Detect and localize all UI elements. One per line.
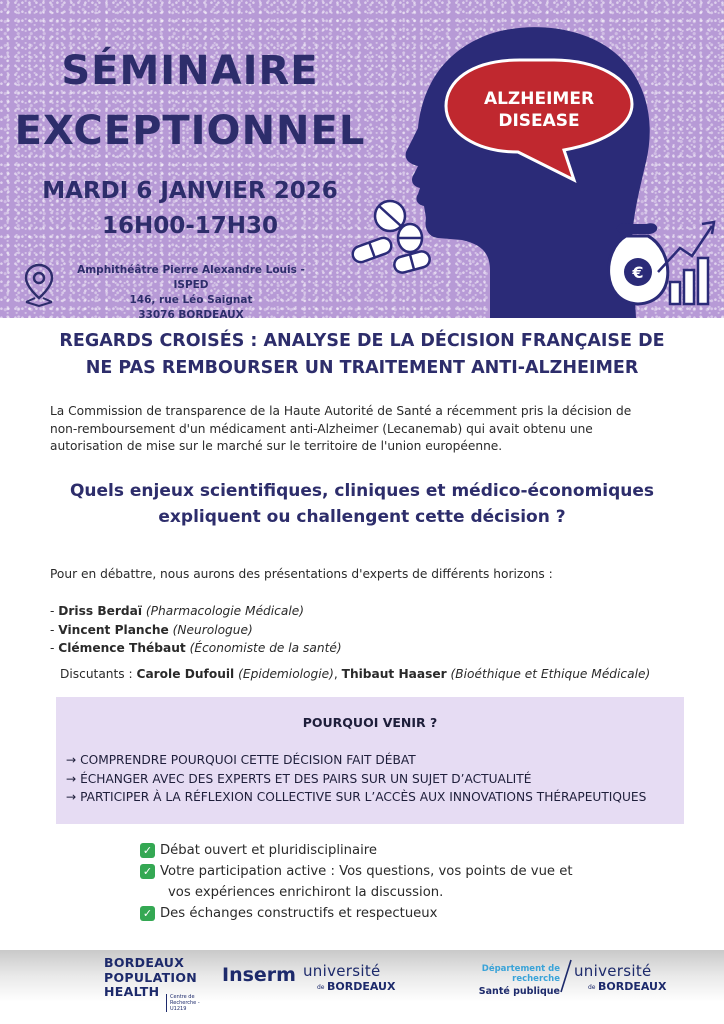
subtitle-line-2: NE PAS REMBOURSER UN TRAITEMENT ANTI-ALZHEIMER (85, 358, 639, 378)
separator: , (333, 667, 342, 681)
list-dash: - (50, 604, 59, 618)
list-dash: - (50, 641, 59, 655)
list-item (140, 840, 640, 861)
why-attend-box (56, 697, 684, 824)
logo-text: BORDEAUX (104, 955, 185, 970)
title-line-2: EXCEPTIONNEL (14, 108, 366, 154)
experts-list (50, 602, 690, 658)
list-item (140, 903, 640, 924)
bubble-line-1: ALZHEIMER (483, 89, 595, 109)
expert-name: Clémence Thébaut (58, 641, 186, 655)
benefit-text: Des échanges constructifs et respectueux (160, 906, 438, 921)
benefits-checklist (140, 840, 640, 924)
why-attend-list (66, 751, 678, 807)
list-item (50, 602, 690, 621)
venue-city: 33076 BORDEAUX (138, 309, 244, 318)
logo-text: de (588, 984, 596, 991)
logo-text: Département de recherche (481, 964, 560, 984)
bubble-line-2: DISEASE (498, 111, 580, 131)
list-dash: - (50, 622, 59, 637)
list-item-continuation: vos expériences enrichiront la discussion. (168, 885, 444, 900)
discussants-label: Discutants : (60, 667, 137, 681)
venue-street: 146, rue Léo Saignat (129, 294, 253, 306)
event-time: 16H00-17H30 (101, 213, 279, 239)
debate-intro: Pour en débattre, nous aurons des présentations d'experts de différents horizons : (50, 567, 553, 581)
logo-text: BORDEAUX (327, 980, 396, 993)
subtitle-line-1: REGARDS CROISÉS : ANALYSE DE LA DÉCISION FRANÇAISE DE (59, 331, 665, 351)
logo-text: de (317, 984, 325, 991)
location-pin-icon (22, 262, 56, 308)
key-question (30, 478, 694, 530)
event-date: MARDI 6 JANVIER 2026 (42, 178, 338, 204)
seminar-subtitle (20, 328, 704, 382)
check-mark-icon: ✓ (140, 843, 155, 858)
expert-role: (Neurologue) (172, 622, 253, 637)
logo-text: POPULATION (104, 969, 198, 985)
bph-subtitle: Centre de Recherche - U1219 (166, 994, 206, 1012)
expert-name: Driss Berdaï (58, 604, 143, 618)
check-mark-icon: ✓ (140, 864, 155, 879)
discussants-line (60, 667, 710, 681)
logo-text: université (574, 962, 652, 980)
universite-bordeaux-logo (303, 962, 403, 993)
intro-line-3: autorisation de mise sur le marché sur le territoire de l'union européenne. (50, 439, 503, 453)
inserm-logo (222, 964, 296, 986)
expert-role: (Économiste de la santé) (189, 641, 342, 655)
growth-chart-icon (658, 222, 714, 304)
list-item (50, 639, 690, 658)
list-item: → ÉCHANGER AVEC DES EXPERTS ET DES PAIRS SUR UN SUJET D’ACTUALITÉ (66, 771, 532, 786)
logo-text: BORDEAUX (598, 980, 667, 993)
intro-paragraph (50, 403, 690, 456)
pills-icon (350, 201, 431, 274)
list-item (140, 861, 640, 882)
list-item: → PARTICIPER À LA RÉFLEXION COLLECTIVE SUR L’ACCÈS AUX INNOVATIONS THÉRAPEUTIQUES (66, 790, 647, 804)
check-mark-icon: ✓ (140, 906, 155, 921)
svg-text:€: € (632, 263, 644, 282)
bordeaux-population-health-logo (104, 956, 224, 1000)
benefit-text: Débat ouvert et pluridisciplinaire (160, 843, 378, 858)
head-illustration (340, 20, 724, 318)
question-line-2: expliquent ou challengent cette décision ? (158, 507, 566, 527)
list-item: → COMPRENDRE POURQUOI CETTE DÉCISION FAIT DÉBAT (66, 753, 416, 767)
intro-line-1: La Commission de transparence de la Haute Autorité de Santé a récemment pris la décision de (50, 404, 632, 418)
list-item (50, 621, 690, 640)
logo-text: université (303, 962, 381, 980)
venue-address (66, 263, 316, 318)
departement-sante-publique-logo (440, 964, 560, 997)
discussant-name: Carole Dufouil (136, 667, 235, 681)
logo-text: Inserm (222, 964, 296, 986)
header-banner (0, 0, 724, 318)
intro-line-2: non-remboursement d'un médicament anti-Alzheimer (Lecanemab) qui avait obtenu une (50, 421, 593, 436)
expert-role: (Pharmacologie Médicale) (145, 604, 304, 618)
discussant-role: (Bioéthique et Ethique Médicale) (450, 667, 651, 681)
discussant-name: Thibaut Haaser (341, 667, 447, 681)
discussant-role: (Epidemiologie) (238, 667, 334, 681)
question-line-1: Quels enjeux scientifiques, cliniques et médico-économiques (69, 481, 655, 501)
venue-name: Amphithéâtre Pierre Alexandre Louis - ISPED (77, 264, 305, 291)
logo-text: HEALTH (104, 984, 160, 999)
title-line-1: SÉMINAIRE (61, 48, 319, 94)
universite-bordeaux-logo-2 (574, 962, 674, 993)
why-attend-title: POURQUOI VENIR ? (302, 715, 438, 730)
logo-text: Santé publique (478, 986, 560, 997)
benefit-text: Votre participation active : Vos questions, vos points de vue et (160, 864, 573, 879)
divider-slash-icon (560, 958, 572, 994)
expert-name: Vincent Planche (58, 622, 169, 637)
